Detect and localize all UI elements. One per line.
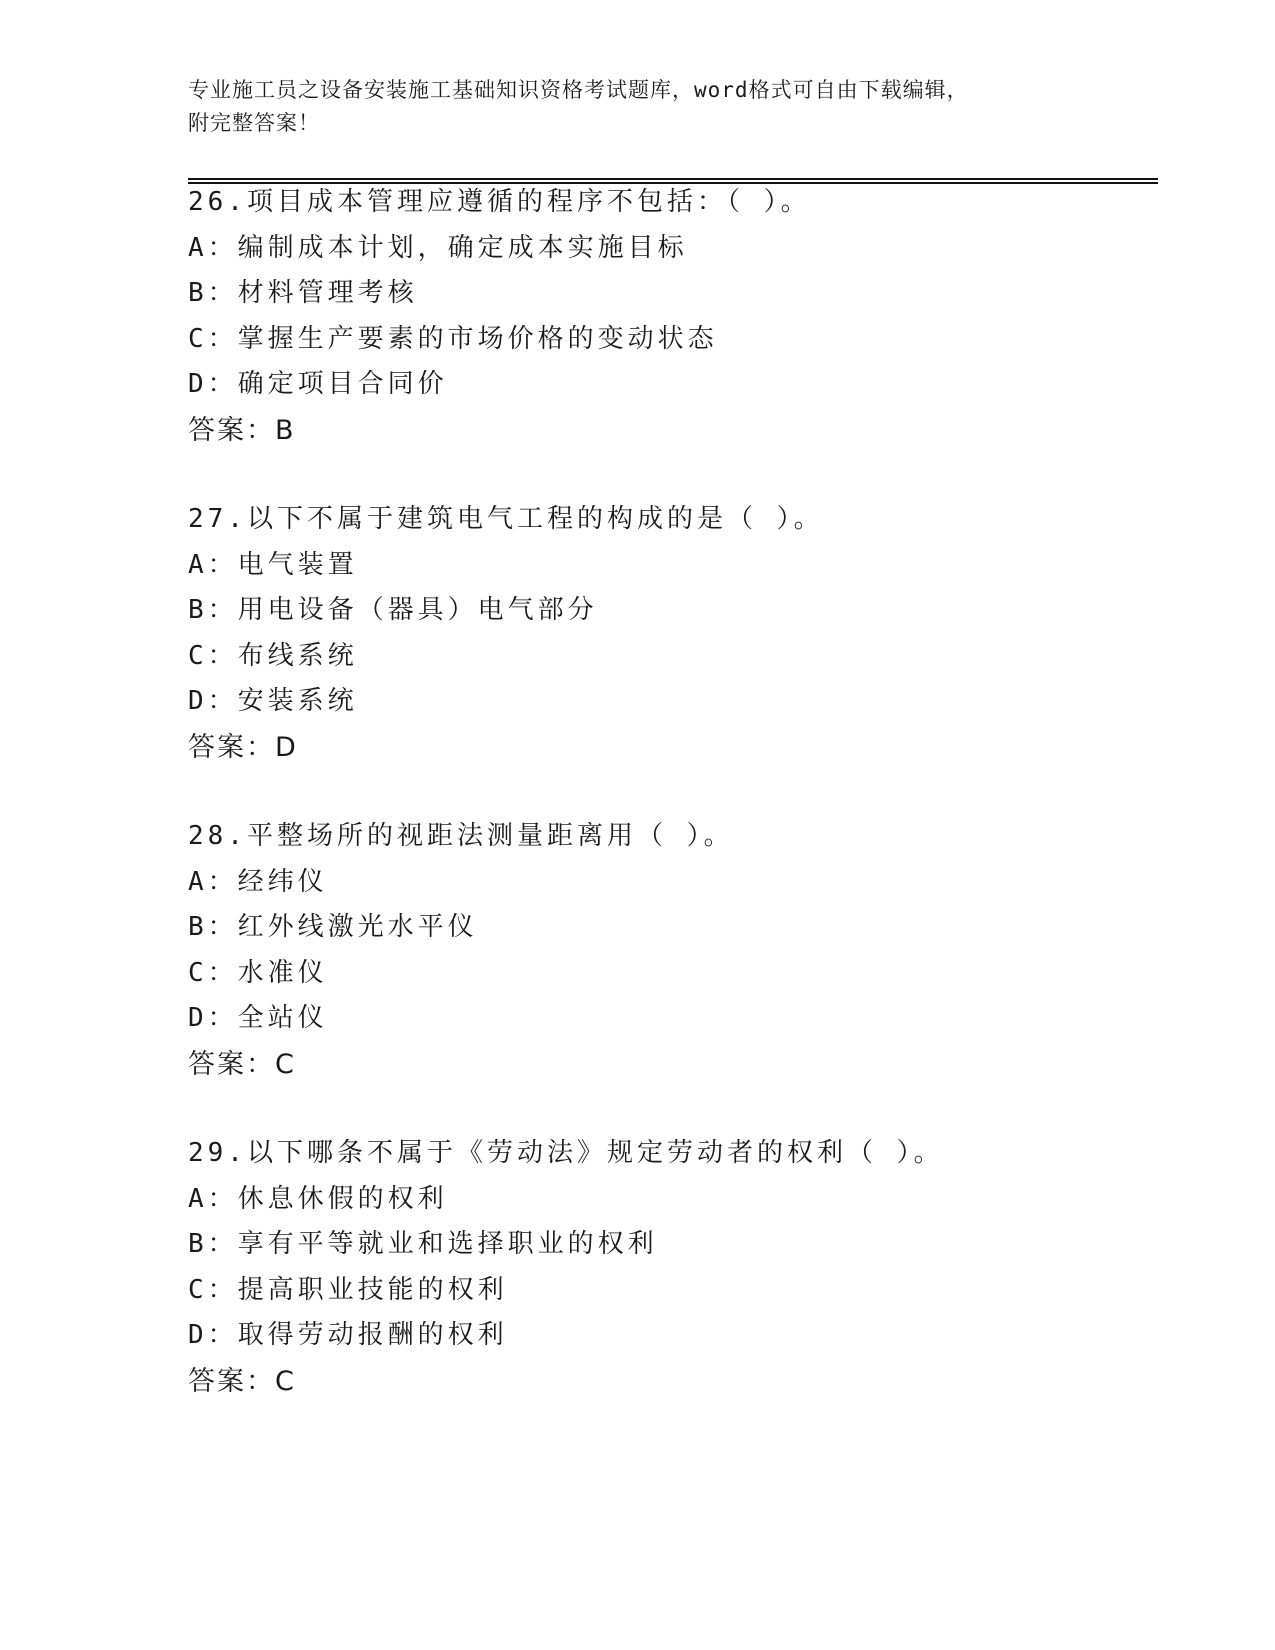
question-stem: 27.以下不属于建筑电气工程的构成的是（ ）。 bbox=[188, 504, 824, 534]
option-c: C：布线系统 bbox=[188, 640, 358, 671]
header-line-1: 专业施工员之设备安装施工基础知识资格考试题库，word格式可自由下载编辑， bbox=[188, 78, 969, 102]
option-d: D：取得劳动报酬的权利 bbox=[188, 1320, 508, 1350]
answer-line: 答案：C bbox=[188, 1048, 296, 1080]
option-c: C：提高职业技能的权利 bbox=[188, 1274, 508, 1305]
option-a: A：电气装置 bbox=[188, 549, 358, 580]
question-stem: 28.平整场所的视距法测量距离用（ ）。 bbox=[188, 821, 734, 851]
option-d: D：确定项目合同价 bbox=[188, 369, 448, 399]
option-c: C：掌握生产要素的市场价格的变动状态 bbox=[188, 323, 718, 354]
option-b: B：红外线激光水平仪 bbox=[188, 912, 478, 942]
question-stem: 26.项目成本管理应遵循的程序不包括：（ ）。 bbox=[188, 187, 811, 217]
answer-line: 答案：B bbox=[188, 414, 296, 446]
option-b: B：用电设备（器具）电气部分 bbox=[188, 595, 598, 625]
question-block-27 bbox=[188, 497, 1188, 770]
answer-line: 答案：D bbox=[188, 731, 298, 763]
question-block-28 bbox=[188, 814, 1188, 1087]
document-header bbox=[188, 74, 1088, 140]
option-d: D：全站仪 bbox=[188, 1003, 328, 1033]
question-stem: 29.以下哪条不属于《劳动法》规定劳动者的权利（ ）。 bbox=[188, 1138, 944, 1168]
option-a: A：休息休假的权利 bbox=[188, 1183, 448, 1214]
option-a: A：经纬仪 bbox=[188, 866, 328, 897]
option-a: A：编制成本计划，确定成本实施目标 bbox=[188, 232, 688, 263]
option-c: C：水准仪 bbox=[188, 957, 328, 988]
answer-line: 答案：C bbox=[188, 1365, 296, 1397]
header-line-2: 附完整答案！ bbox=[188, 111, 320, 135]
option-b: B：享有平等就业和选择职业的权利 bbox=[188, 1229, 658, 1259]
option-b: B：材料管理考核 bbox=[188, 278, 418, 308]
question-block-29 bbox=[188, 1131, 1188, 1404]
option-d: D：安装系统 bbox=[188, 686, 358, 716]
question-block-26 bbox=[188, 180, 1188, 453]
